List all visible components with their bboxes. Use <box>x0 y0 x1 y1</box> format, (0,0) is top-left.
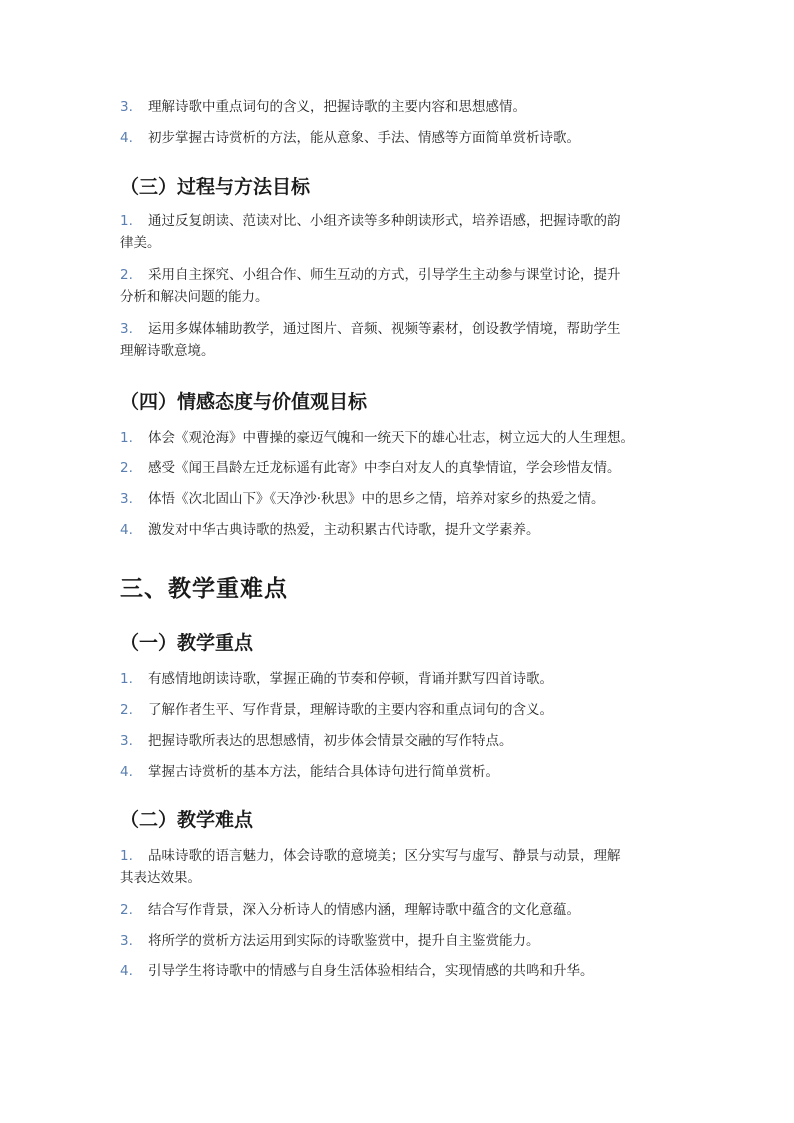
list-item <box>120 427 680 449</box>
item-number: 1. <box>120 213 133 229</box>
item-number: 3. <box>120 491 133 507</box>
list-item <box>120 457 680 479</box>
item-text: 初步掌握古诗赏析的方法，能从意象、手法、情感等方面简单赏析诗歌。 <box>148 130 580 146</box>
subsection-title: （四）情感态度与价值观目标 <box>120 391 368 413</box>
item-text: 采用自主探究、小组合作、师生互动的方式，引导学生主动参与课堂讨论，提升 <box>148 267 621 283</box>
list-item <box>120 318 680 362</box>
item-text: 把握诗歌所表达的思想感情，初步体会情景交融的写作特点。 <box>148 733 513 749</box>
item-number: 3. <box>120 933 133 949</box>
item-number: 2. <box>120 267 133 283</box>
item-number: 1. <box>120 848 133 864</box>
item-text: 掌握古诗赏析的基本方法，能结合具体诗句进行简单赏析。 <box>148 764 499 780</box>
item-text: 品味诗歌的语言魅力，体会诗歌的意境美；区分实写与虚写、静景与动景，理解 <box>148 848 621 864</box>
list-item <box>120 761 680 783</box>
list-item <box>120 730 680 752</box>
subsection-title: （三）过程与方法目标 <box>120 176 311 198</box>
item-text: 将所学的赏析方法运用到实际的诗歌鉴赏中，提升自主鉴赏能力。 <box>148 933 540 949</box>
item-number: 3. <box>120 99 133 115</box>
item-number: 2. <box>120 902 133 918</box>
item-text: 通过反复朗读、范读对比、小组齐读等多种朗读形式，培养语感，把握诗歌的韵 <box>148 213 621 229</box>
item-text-continued: 其表达效果。 <box>120 870 201 886</box>
item-number: 2. <box>120 460 133 476</box>
list-item <box>120 960 680 982</box>
item-text: 有感情地朗读诗歌，掌握正确的节奏和停顿，背诵并默写四首诗歌。 <box>148 671 553 687</box>
item-number: 4. <box>120 522 133 538</box>
item-text: 激发对中华古典诗歌的热爱，主动积累古代诗歌，提升文学素养。 <box>148 522 540 538</box>
item-text: 结合写作背景，深入分析诗人的情感内涵，理解诗歌中蕴含的文化意蕴。 <box>148 902 580 918</box>
list-item <box>120 264 680 308</box>
list-item <box>120 210 680 254</box>
item-text: 运用多媒体辅助教学，通过图片、音频、视频等素材，创设教学情境，帮助学生 <box>148 321 621 337</box>
item-text: 引导学生将诗歌中的情感与自身生活体验相结合，实现情感的共鸣和升华。 <box>148 963 594 979</box>
item-text: 感受《闻王昌龄左迁龙标遥有此寄》中李白对友人的真挚情谊，学会珍惜友情。 <box>148 460 621 476</box>
list-item <box>120 899 680 921</box>
item-number: 1. <box>120 430 133 446</box>
item-number: 4. <box>120 963 133 979</box>
list-item <box>120 845 680 889</box>
item-number: 2. <box>120 702 133 718</box>
item-number: 4. <box>120 764 133 780</box>
item-text: 理解诗歌中重点词句的含义，把握诗歌的主要内容和思想感情。 <box>148 99 526 115</box>
list-item <box>120 930 680 952</box>
item-text: 了解作者生平、写作背景，理解诗歌的主要内容和重点词句的含义。 <box>148 702 553 718</box>
list-item <box>120 519 680 541</box>
item-text: 体会《观沧海》中曹操的豪迈气魄和一统天下的雄心壮志，树立远大的人生理想。 <box>148 430 634 446</box>
item-text: 体悟《次北固山下》《天净沙·秋思》中的思乡之情，培养对家乡的热爱之情。 <box>148 491 605 507</box>
subsection-title: （一）教学重点 <box>120 632 254 654</box>
list-item <box>120 699 680 721</box>
item-text-continued: 律美。 <box>120 235 161 251</box>
item-text-continued: 分析和解决问题的能力。 <box>120 289 269 305</box>
list-item <box>120 127 680 149</box>
list-item <box>120 668 680 690</box>
item-number: 1. <box>120 671 133 687</box>
section-title: 三、教学重难点 <box>120 576 288 602</box>
item-text-continued: 理解诗歌意境。 <box>120 343 215 359</box>
list-item <box>120 488 680 510</box>
list-item <box>120 96 680 118</box>
item-number: 4. <box>120 130 133 146</box>
item-number: 3. <box>120 733 133 749</box>
item-number: 3. <box>120 321 133 337</box>
subsection-title: （二）教学难点 <box>120 809 254 831</box>
